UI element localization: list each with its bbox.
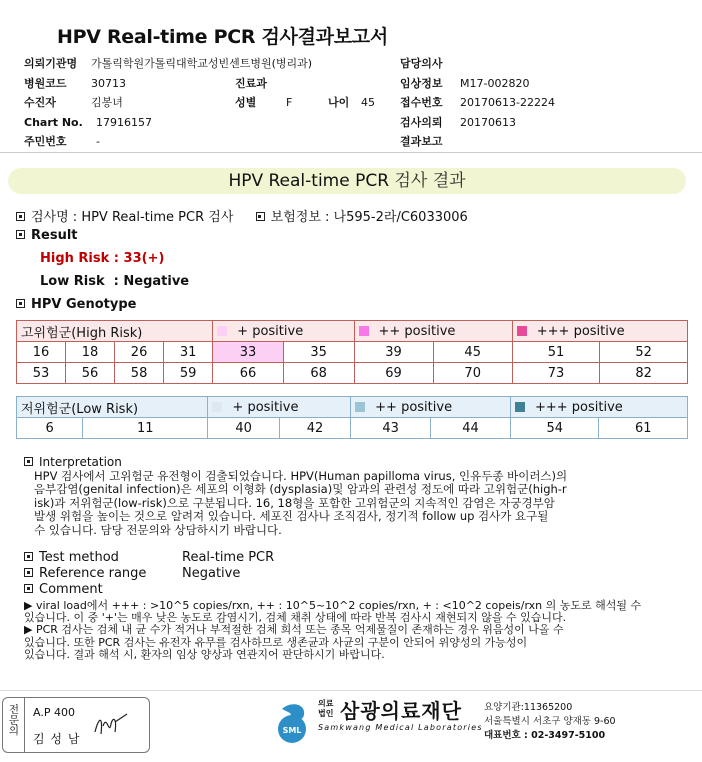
high-risk-table	[16, 320, 688, 384]
genotype-cell: 52	[600, 342, 688, 363]
legend-plus1	[213, 321, 354, 342]
test-name: 검사명 : HPV Real-time PCR 검사	[31, 210, 234, 225]
high-risk-row-2	[17, 363, 688, 384]
interpretation-line: 발생 위험을 높이는 것으로 알려져 있습니다. 세포진 검사나 조직검사, 정기적 follow up 검사가 요구될	[34, 509, 549, 524]
swatch-plus2	[359, 326, 369, 336]
genotype-cell: 51	[512, 342, 600, 363]
signature-box	[2, 697, 150, 753]
org-type-bottom: 법인	[318, 709, 334, 718]
hospital-code-value: 30713	[91, 76, 126, 90]
sex-label: 성별	[235, 96, 257, 109]
bullet-icon	[16, 299, 25, 308]
chart-value: 17916157	[96, 115, 152, 129]
report-title: HPV Real-time PCR 검사결과보고서	[57, 26, 388, 48]
genotype-cell: 35	[283, 342, 354, 363]
genotype-cell: 6	[17, 418, 83, 439]
institution-value: 가톨릭학원가톨릭대학교성빈센트병원(병리과)	[91, 57, 313, 70]
request-value: 20170613	[460, 115, 516, 129]
high-risk-label: 고위험군(High Risk)	[17, 321, 213, 342]
genotype-cell: 56	[66, 363, 115, 384]
genotype-cell: 45	[433, 342, 512, 363]
genotype-cell: 82	[600, 363, 688, 384]
legend-plus2	[351, 397, 511, 418]
comment-heading: Comment	[39, 582, 103, 597]
clinical-value: M17-002820	[460, 76, 530, 90]
interpretation-section	[24, 456, 684, 538]
reference-label: Reference range	[39, 566, 147, 581]
genotype-cell: 70	[433, 363, 512, 384]
interpretation-line: HPV 검사에서 고위험군 유전형이 검출되었습니다. HPV(Human papilloma virus, 인유두종 바이러스)의	[34, 468, 568, 483]
low-risk-header-row	[17, 397, 688, 418]
genotype-cell: 58	[115, 363, 164, 384]
specialist-label	[3, 698, 25, 752]
interpretation-line: 음부감염(genital infection)은 세포의 이형화 (dysplasia)및 암과의 관련성 정도에 따라 고위험군(high-r	[34, 482, 567, 497]
low-risk-result: Low Risk : Negative	[40, 274, 190, 289]
receipt-label: 접수번호	[400, 96, 443, 109]
insurance-info: 보험정보 : 나595-2라/C6033006	[270, 210, 468, 225]
doctor-name: 김 성 남	[33, 732, 81, 746]
legend-plus1	[208, 397, 351, 418]
section-banner	[8, 168, 686, 194]
bullet-icon	[24, 457, 33, 466]
recipient-label: 수진자	[24, 96, 56, 109]
genotype-cell: 73	[512, 363, 600, 384]
banner-title-korean: 검사 결과	[389, 171, 466, 191]
genotype-cell: 44	[431, 418, 511, 439]
low-risk-label: 저위험군(Low Risk)	[17, 397, 208, 418]
interpretation-line: isk)과 저위험군(low-risk)으로 구분됩니다. 16, 18형을 포함한 고위험군의 지속적인 감염은 자궁경부암	[34, 495, 555, 510]
reference-line	[24, 566, 241, 581]
legend-plus2-text: ++ positive	[375, 399, 453, 415]
bullet-icon	[16, 230, 25, 239]
test-method-value: Real-time PCR	[182, 550, 275, 565]
sex-value: F	[286, 96, 293, 109]
header-divider	[0, 152, 702, 153]
legend-plus1-text: + positive	[237, 323, 304, 339]
genotype-cell: 31	[164, 342, 213, 363]
ap-number: A.P 400	[33, 706, 75, 719]
age-label: 나이	[328, 96, 350, 109]
org-name: 삼광의료재단	[340, 699, 462, 723]
comment-line: 있습니다. 이 중 '+'는 매우 낮은 농도로 감염시기, 검체 채취 상태에 따라 반복 검사시 재현되지 않을 수 있습니다.	[24, 611, 567, 625]
clinic-label: 진료과	[235, 76, 267, 90]
genotype-cell: 54	[511, 418, 599, 439]
swatch-plus1	[217, 326, 227, 336]
bullet-icon	[16, 212, 25, 221]
result-heading: Result	[31, 228, 78, 243]
low-risk-row	[17, 418, 688, 439]
bullet-icon	[24, 552, 33, 561]
interpretation-heading-line	[24, 456, 684, 470]
genotype-heading-line	[16, 297, 136, 312]
bullet-icon	[256, 212, 265, 221]
swatch-plus3	[517, 326, 527, 336]
high-risk-result: High Risk : 33(+)	[40, 251, 165, 266]
genotype-cell: 33	[213, 342, 284, 363]
rrn-value: -	[96, 135, 100, 148]
legend-plus3	[511, 397, 688, 418]
result-heading-line	[16, 228, 78, 243]
comment-line: ▶ PCR 검사는 검체 내 균 수가 적거나 부적절한 검체 희석 또는 종목 억제물질이 존재하는 경우 위음성이 나올 수	[24, 623, 564, 637]
genotype-heading: HPV Genotype	[31, 297, 137, 312]
genotype-cell: 61	[599, 418, 688, 439]
receipt-value: 20170613-22224	[460, 96, 555, 109]
doctor-label: 담당의사	[400, 57, 443, 70]
legend-plus2-text: ++ positive	[378, 323, 456, 339]
interpretation-line: 수 있습니다. 담당 전문의와 상담하시기 바랍니다.	[34, 522, 282, 537]
comment-body	[24, 600, 694, 661]
chart-label: Chart No.	[24, 115, 83, 129]
hospital-code-label: 병원코드	[24, 76, 67, 90]
genotype-cell: 42	[279, 418, 350, 439]
legend-plus3-text: +++ positive	[535, 399, 623, 415]
genotype-cell: 59	[164, 363, 213, 384]
banner-title-latin: HPV Real-time PCR	[228, 171, 390, 191]
genotype-cell: 16	[17, 342, 66, 363]
genotype-cell: 53	[17, 363, 66, 384]
swatch-plus2	[355, 402, 365, 412]
interpretation-body	[24, 470, 684, 538]
swatch-plus1	[212, 402, 222, 412]
org-type-top: 의료	[318, 699, 334, 708]
genotype-cell: 18	[66, 342, 115, 363]
high-risk-header-row	[17, 321, 688, 342]
reference-value: Negative	[182, 566, 241, 581]
comment-line: ▶ viral load에서 +++ : >10^5 copies/rxn, ++ : 10^5~10^2 copies/rxn, + : <10^2 copeis/rxn 의 농도로 해석될 수	[24, 599, 642, 612]
patient-info	[24, 54, 694, 152]
bullet-icon	[24, 584, 33, 593]
org-contact	[484, 701, 616, 743]
genotype-cell: 11	[83, 418, 208, 439]
specialist-label-text: 전문의	[7, 704, 20, 736]
legend-plus3	[512, 321, 687, 342]
genotype-cell: 68	[283, 363, 354, 384]
high-risk-row-1	[17, 342, 688, 363]
org-address: 서울특별시 서초구 양재동 9-60	[484, 716, 616, 727]
footer	[0, 690, 702, 762]
comment-heading-line	[24, 582, 103, 597]
test-method-line	[24, 550, 275, 565]
test-method-label: Test method	[39, 550, 119, 565]
genotype-cell: 40	[208, 418, 279, 439]
bullet-icon	[24, 568, 33, 577]
report-label: 결과보고	[400, 135, 443, 148]
genotype-cell: 43	[351, 418, 431, 439]
signature-icon	[91, 710, 131, 742]
interpretation-heading: Interpretation	[39, 455, 122, 469]
legend-plus1-text: + positive	[232, 399, 299, 415]
org-type-label	[318, 699, 333, 719]
comment-line: 있습니다. 결과 해석 시, 환자의 임상 양상과 연관지어 판단하시기 바랍니다.	[24, 647, 385, 661]
legend-plus3-text: +++ positive	[536, 323, 625, 339]
recipient-value: 김봉녀	[91, 96, 123, 109]
institution-label: 의뢰기관명	[24, 57, 78, 70]
comment-line: 있습니다. 또한 PCR 검사는 유전자 유무를 검사하므로 생존균과 사균의 구분이 안되어 위양성의 가능성이	[24, 635, 528, 649]
genotype-cell: 69	[354, 363, 433, 384]
genotype-cell: 39	[354, 342, 433, 363]
low-risk-table	[16, 396, 688, 439]
care-code: 요양기관:11365200	[484, 702, 573, 713]
genotype-cell: 26	[115, 342, 164, 363]
org-english: Samkwang Medical Laboratories	[318, 723, 483, 732]
swatch-plus3	[515, 402, 525, 412]
legend-plus2	[354, 321, 512, 342]
logo-text: SML	[282, 726, 302, 735]
request-label: 검사의뢰	[400, 115, 443, 129]
age-value: 45	[361, 96, 375, 109]
clinical-label: 임상정보	[400, 76, 443, 90]
test-info-line	[16, 206, 468, 225]
rrn-label: 주민번호	[24, 135, 67, 148]
genotype-cell: 66	[213, 363, 284, 384]
sml-logo-icon	[272, 701, 312, 745]
org-phone: 대표번호 : 02-3497-5100	[484, 730, 606, 741]
